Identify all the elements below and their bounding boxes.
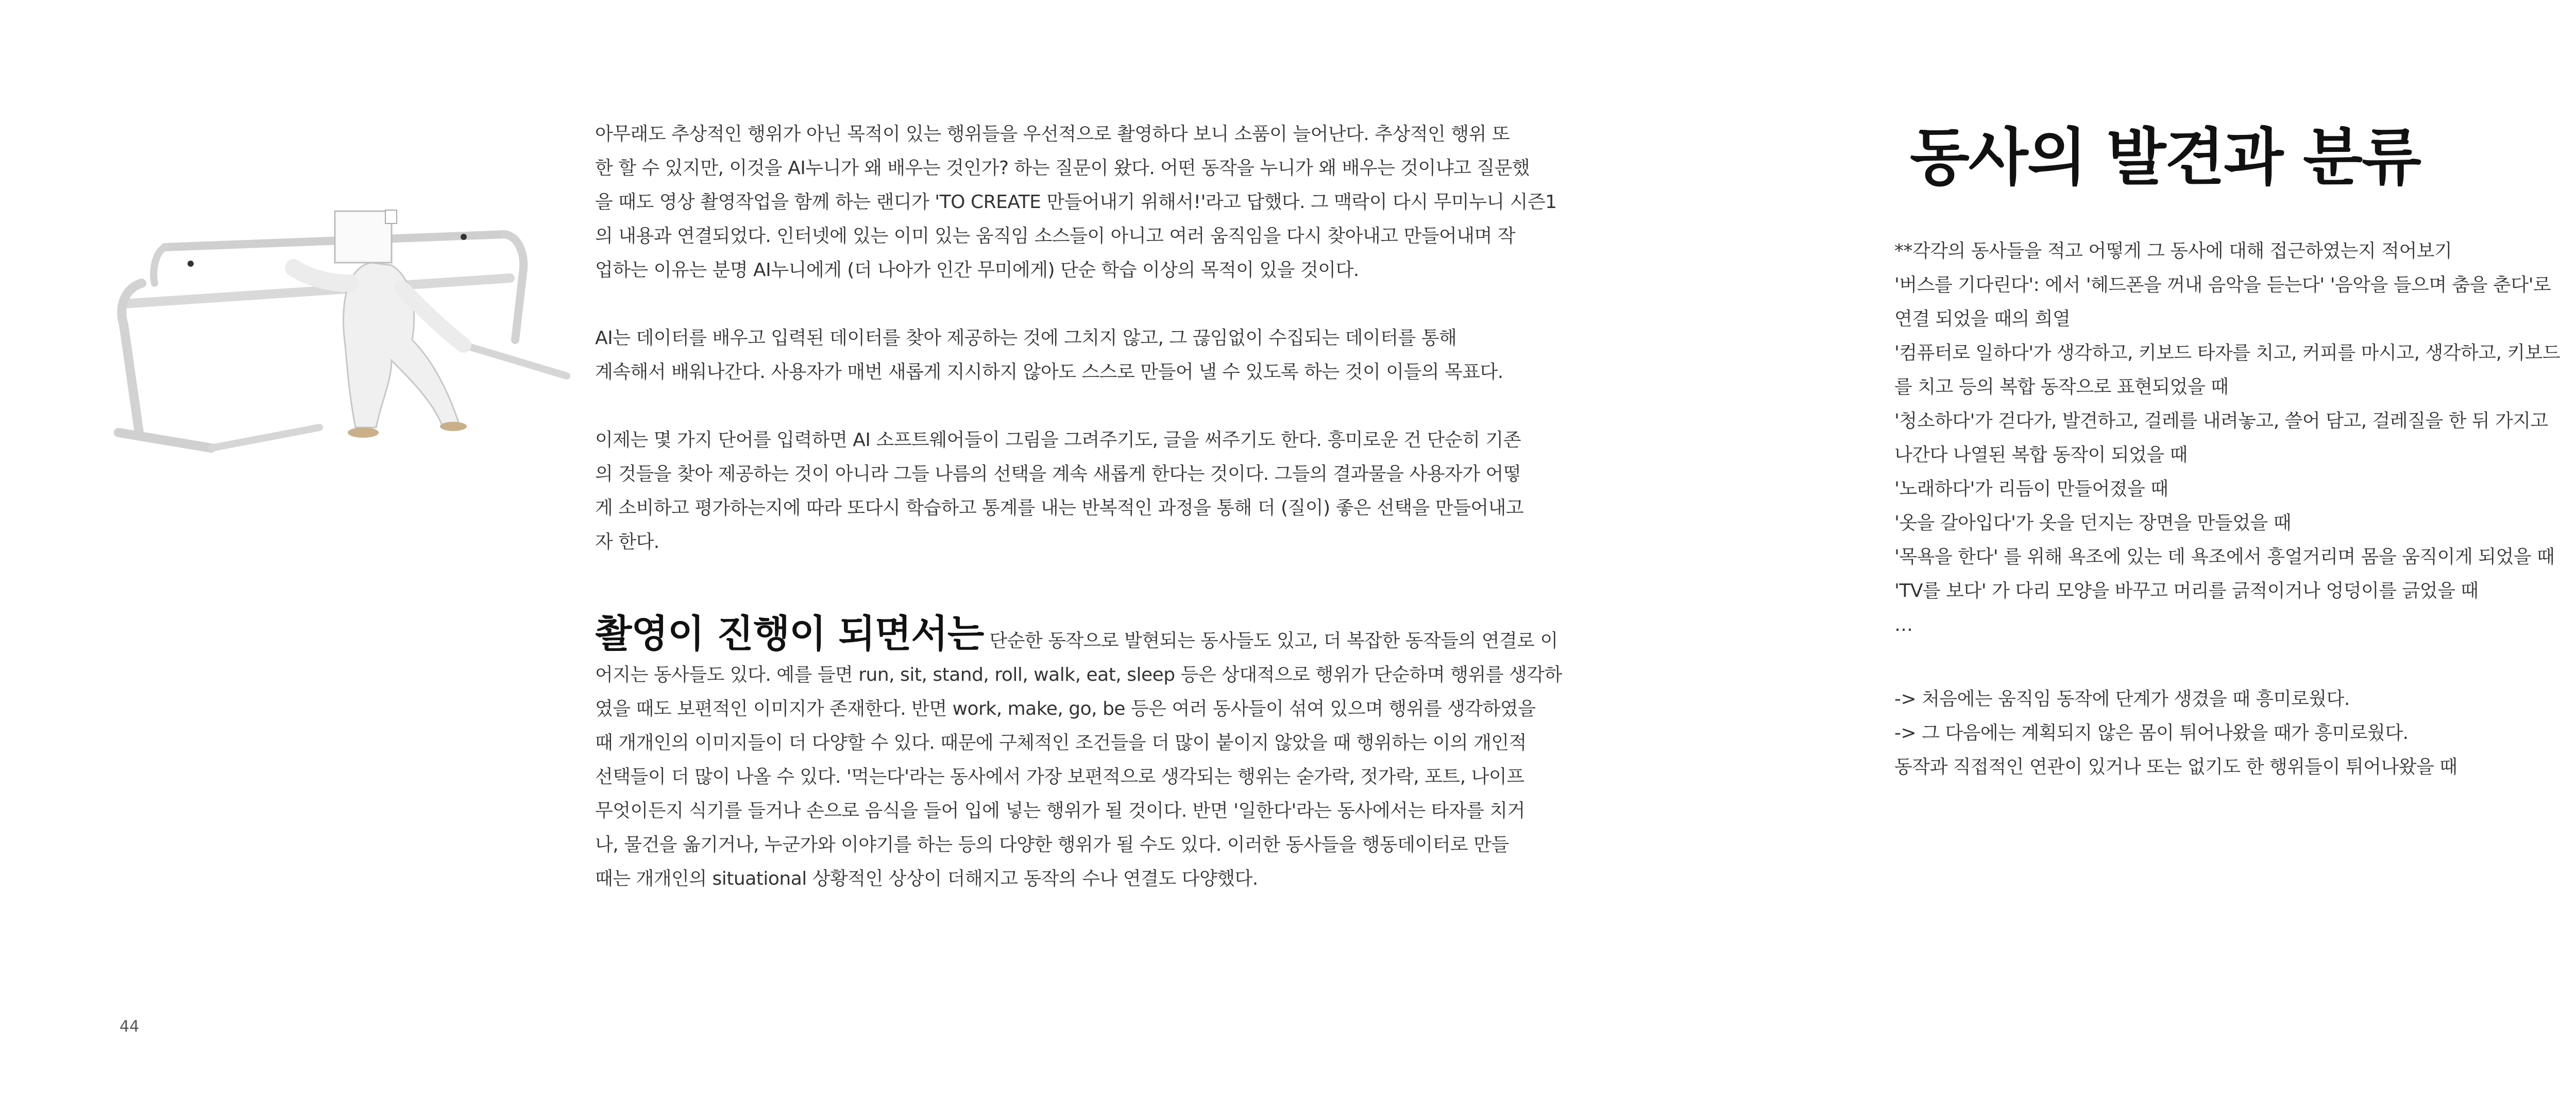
filming-section-body: 어지는 동사들도 있다. 예를 들면 run, sit, stand, roll, walk, eat, sleep 등은 상대적으로 행위가 단순하며 행위를 생각하 였을 때도 보편적인 이미지가 존재한다. 반면 work, make, go, be 등은 여러 동사들이 섞여 있으며 행위를 생각하였을 때 개개인의 이미지들이 더 다양할 수 있다. 때문에 구체적인 조건들을 더 많이 붙이지 않았을 때 행위하는 이의 개인적 선택들이 더 많이 나올 수 있다. '먹는다'라는 동사에서 가장 보편적으로 생각되는 행위는 숟가락, 젓가락, 포트, 나이프 무엇이든지 식기를 들거나 손으로 음식을 들어 입에 넣는 행위가 될 것이다. 반면 '일한다'라는 동사에서는 타자를 치거 나, 물건을 옮기거나, 누군가와 이야기를 하는 등의 다양한 행위가 될 수도 있다. 이러한 동사들을 행동데이터로 만들 때는 개개인의 situational 상황적인 상상이 더해지고 동작의 수나 연결도 다양했다.: [595, 664, 1562, 889]
interest-notes: [1894, 682, 2576, 784]
intro-paragraph-3: [595, 423, 1677, 559]
figure-ballet-barre-illustration: [103, 206, 577, 474]
page-title: 동사의 발견과 분류: [1910, 122, 2420, 194]
intro-paragraph-1-text: 아무래도 추상적인 행위가 아닌 목적이 있는 행위들을 우선적으로 촬영하다 보니 소품이 늘어난다. 추상적인 행위 또 한 할 수 있지만, 이것을 AI누니가 왜 배우는 것인가? 하는 질문이 왔다. 어떤 동작을 누니가 왜 배우는 것이냐고 질문했 을 때도 영상 촬영작업을 함께 하는 랜디가 'TO CREATE 만들어내기 위해서!'라고 답했다. 그 맥락이 다시 무미누니 시즌1 의 내용과 연결되었다. 인터넷에 있는 이미 있는 움직임 소스들이 아니고 여러 움직임을 다시 찾아내고 만들어내며 작 업하는 이유는 분명 AI누니에게 (더 나아가 인간 무미에게) 단순 학습 이상의 목적이 있을 것이다.: [595, 124, 1557, 281]
page-number-left: 44: [120, 1018, 140, 1036]
interest-notes-text: -> 처음에는 움직임 동작에 단계가 생겼을 때 흥미로웠다. -> 그 다음에는 계획되지 않은 몸이 튀어나왔을 때가 흥미로웠다. 동작과 직접적인 연관이 있거나 또는 없기도 한 행위들이 튀어나왔을 때: [1894, 689, 2458, 778]
intro-paragraph-3-text: 이제는 몇 가지 단어를 입력하면 AI 소프트웨어들이 그림을 그려주기도, 글을 써주기도 한다. 흥미로운 건 단순히 기존 의 것들을 찾아 제공하는 것이 아니라 그들 나름의 선택을 계속 새롭게 한다는 것이다. 그들의 결과물을 사용자가 어떻 게 소비하고 평가하는지에 따라 또다시 학습하고 통계를 내는 반복적인 과정을 통해 더 (질이) 좋은 선택을 만들어내고 자 한다.: [595, 429, 1524, 553]
intro-paragraph-2-text: AI는 데이터를 배우고 입력된 데이터를 찾아 제공하는 것에 그치지 않고, 그 끊임없이 수집되는 데이터를 통해 계속해서 배워나간다. 사용자가 매번 새롭게 지시하지 않아도 스스로 만들어 낼 수 있도록 하는 것이 이들의 목표다.: [595, 328, 1503, 383]
intro-paragraph-2: [595, 321, 1677, 389]
filming-section-lead: [595, 612, 1677, 658]
section-heading: 촬영이 진행이 되면서는: [595, 612, 984, 656]
intro-paragraph-1: [595, 117, 1677, 287]
section-first-line: 단순한 동작으로 발현되는 동사들도 있고, 더 복잡한 동작들의 연결로 이: [984, 630, 1558, 651]
verb-approach-notes: [1894, 234, 2576, 642]
right-page: [1771, 0, 2576, 1101]
verb-approach-notes-text: **각각의 동사들을 적고 어떻게 그 동사에 대해 접근하였는지 적어보기 '버스를 기다린다': 에서 '헤드폰을 꺼내 음악을 듣는다' '음악을 들으며 춤을 춘다'로 연결 되었을 때의 희열 '컴퓨터로 일하다'가 생각하고, 키보드 타자를 치고, 커피를 마시고, 생각하고, 키보드 를 치고 등의 복합 동작으로 표현되었을 때 '청소하다'가 걷다가, 발견하고, 걸레를 내려놓고, 쓸어 담고, 걸레질을 한 뒤 가지고 나간다 나열된 복합 동작이 되었을 때 '노래하다'가 리듬이 만들어졌을 때 '옷을 갈아입다'가 옷을 던지는 장면을 만들었을 때 '목욕을 한다' 를 위해 욕조에 있는 데 욕조에서 흥얼거리며 몸을 움직이게 되었을 때 'TV를 보다' 가 다리 모양을 바꾸고 머리를 긁적이거나 엉덩이를 긁었을 때 …: [1894, 240, 2561, 635]
filming-section: [595, 612, 1677, 896]
